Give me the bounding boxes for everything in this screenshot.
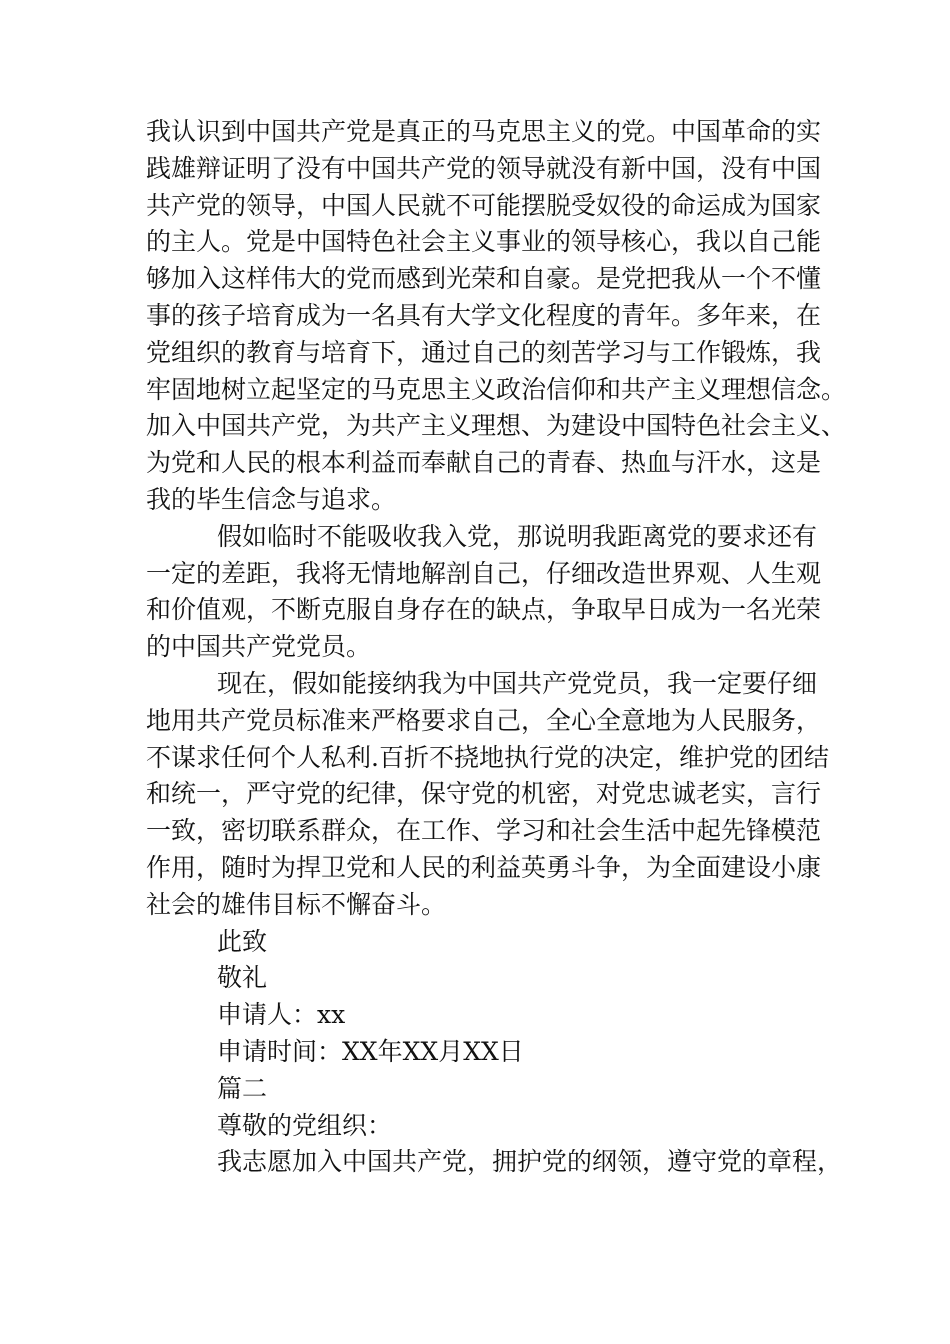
text-line: 一致，密切联系群众，在工作、学习和社会生活中起先锋模范 (146, 816, 822, 846)
text-line: 牢固地树立起坚定的马克思主义政治信仰和共产主义理想信念。 (146, 374, 847, 404)
text-line: 和价值观，不断克服自身存在的缺点，争取早日成为一名光荣 (146, 595, 822, 625)
application-date-line: 申请时间：XX年XX月XX日 (217, 1036, 524, 1066)
text-line: 践雄辩证明了没有中国共产党的领导就没有新中国，没有中国 (146, 153, 822, 183)
text-line: 的中国共产党党员。 (146, 632, 372, 662)
text-line: 的主人。党是中国特色社会主义事业的领导核心，我以自己能 (146, 227, 822, 257)
text-line: 不谋求任何个人私利.百折不挠地执行党的决定，维护党的团结 (146, 742, 829, 772)
text-line: 我的毕生信念与追求。 (146, 484, 397, 514)
text-line: 地用共产党员标准来严格要求自己，全心全意地为人民服务， (146, 705, 822, 735)
paragraph-start-line: 现在，假如能接纳我为中国共产党党员，我一定要仔细 (217, 668, 818, 698)
text-line: 和统一，严守党的纪律，保守党的机密，对党忠诚老实，言行 (146, 779, 822, 809)
text-line: 事的孩子培育成为一名具有大学文化程度的青年。多年来，在 (146, 300, 822, 330)
greeting-line: 尊敬的党组织： (217, 1110, 393, 1140)
section-heading: 篇二 (217, 1073, 268, 1103)
applicant-line: 申请人：xx (217, 1000, 346, 1030)
paragraph-start-line: 我志愿加入中国共产党，拥护党的纲领，遵守党的章程， (217, 1147, 843, 1177)
text-line: 社会的雄伟目标不懈奋斗。 (146, 889, 447, 919)
text-line: 共产党的领导，中国人民就不可能摆脱受奴役的命运成为国家 (146, 190, 822, 220)
text-line: 够加入这样伟大的党而感到光荣和自豪。是党把我从一个不懂 (146, 264, 822, 294)
text-line: 为党和人民的根本利益而奉献自己的青春、热血与汗水，这是 (146, 448, 822, 478)
text-line: 党组织的教育与培育下，通过自己的刻苦学习与工作锻炼，我 (146, 337, 822, 367)
text-line: 我认识到中国共产党是真正的马克思主义的党。中国革命的实 (146, 117, 822, 146)
body-text (146, 114, 847, 1181)
text-line: 一定的差距，我将无情地解剖自己，仔细改造世界观、人生观 (146, 558, 822, 588)
text-line: 加入中国共产党，为共产主义理想、为建设中国特色社会主义、 (146, 411, 847, 441)
closing-line: 此致 (217, 926, 268, 956)
text-line: 作用，随时为捍卫党和人民的利益英勇斗争，为全面建设小康 (146, 852, 822, 882)
paragraph-start-line: 假如临时不能吸收我入党，那说明我距离党的要求还有 (217, 521, 818, 551)
salutation-line: 敬礼 (217, 963, 268, 993)
